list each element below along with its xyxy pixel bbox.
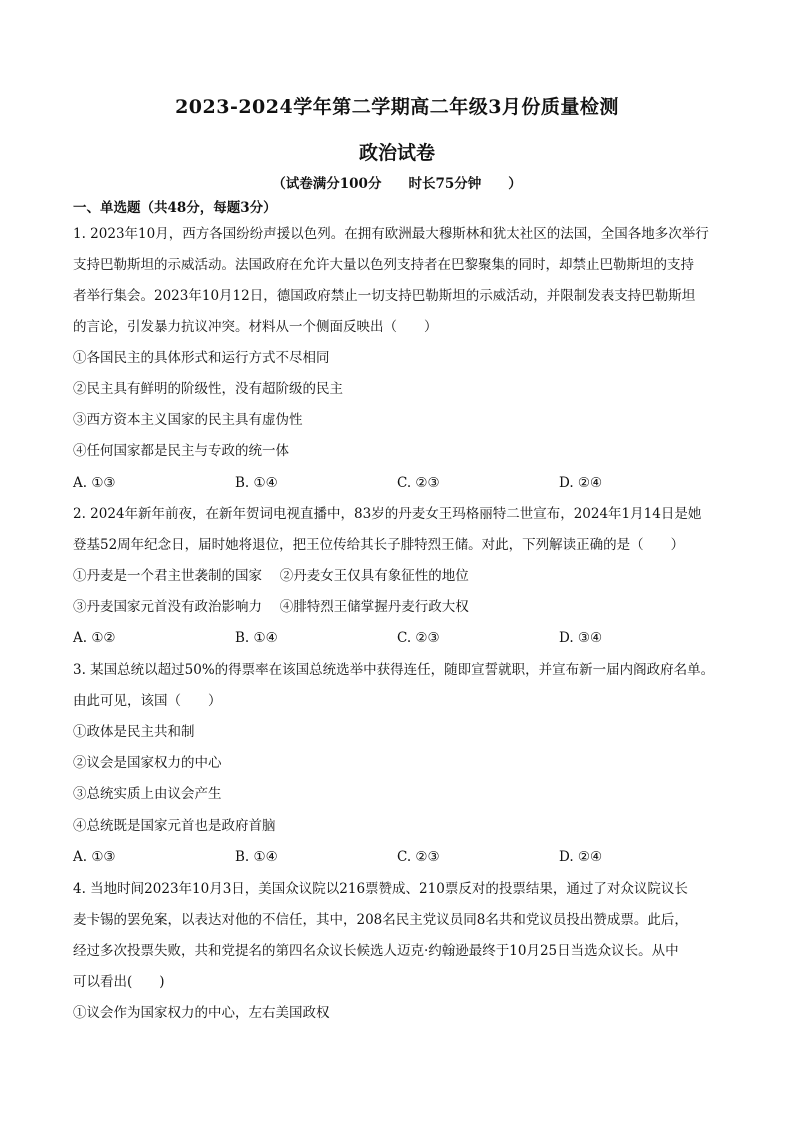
q1-option-d[interactable]: D. ②④ (559, 475, 603, 491)
q4-stem-line: 4. 当地时间2023年10月3日，美国众议院以216票赞成、210票反对的投票结果，通过了对众议院议长 (73, 881, 688, 897)
q1-statement: ②民主具有鲜明的阶级性，没有超阶级的民主 (73, 381, 343, 397)
q1-option-c[interactable]: C. ②③ (397, 475, 440, 491)
q2-stem-line: 2. 2024年新年前夜，在新年贺词电视直播中，83岁的丹麦女王玛格丽特二世宣布，2024年1月14日是她 (73, 506, 702, 522)
q2-option-a[interactable]: A. ①② (73, 630, 116, 646)
q4-stem-line: 麦卡锡的罢免案，以表达对他的不信任，其中，208名民主党议员同8名共和党议员投出赞成票。此后， (73, 912, 688, 928)
q3-stem-line: 3. 某国总统以超过50%的得票率在该国总统选举中获得连任，随即宣誓就职，并宣布新一届内阁政府名单。 (73, 662, 715, 678)
q4-stem-line: 可以看出( ) (73, 974, 165, 990)
exam-subject: 政治试卷 (358, 142, 435, 164)
section-heading: 一、单选题（共48分，每题3分） (73, 200, 277, 216)
q3-option-a[interactable]: A. ①③ (73, 849, 116, 865)
q1-stem-line: 1. 2023年10月，西方各国纷纷声援以色列。在拥有欧洲最大穆斯林和犹太社区的法国，全国各地多次举行 (73, 226, 709, 242)
q3-statement: ③总统实质上由议会产生 (73, 786, 222, 802)
q2-stem-line: 登基52周年纪念日，届时她将退位，把王位传给其长子腓特烈王储。对此，下列解读正确的是（ ） (73, 537, 685, 553)
q2-option-b[interactable]: B. ①④ (235, 630, 278, 646)
q1-option-b[interactable]: B. ①④ (235, 475, 278, 491)
q4-stem-line: 经过多次投票失败，共和党提名的第四名众议长候选人迈克·约翰逊最终于10月25日当选众议长。从中 (73, 943, 679, 959)
q3-statement: ④总统既是国家元首也是政府首脑 (73, 818, 276, 834)
q1-stem-line: 的言论，引发暴力抗议冲突。材料从一个侧面反映出（ ） (73, 319, 438, 335)
q1-statement: ④任何国家都是民主与专政的统一体 (73, 443, 289, 459)
q1-statement: ③西方资本主义国家的民主具有虚伪性 (73, 412, 303, 428)
q1-statement: ①各国民主的具体形式和运行方式不尽相同 (73, 350, 330, 366)
q3-statement: ②议会是国家权力的中心 (73, 755, 222, 771)
q4-statement: ①议会作为国家权力的中心，左右美国政权 (73, 1005, 330, 1021)
q2-statement: ①丹麦是一个君主世袭制的国家 ②丹麦女王仅具有象征性的地位 (73, 568, 469, 584)
exam-meta: （试卷满分100分 时长75分钟 ） (272, 176, 522, 192)
exam-title: 2023-2024学年第二学期高二年级3月份质量检测 (175, 96, 619, 118)
q2-statement: ③丹麦国家元首没有政治影响力 ④腓特烈王储掌握丹麦行政大权 (73, 599, 469, 615)
q2-option-c[interactable]: C. ②③ (397, 630, 440, 646)
q3-statement: ①政体是民主共和制 (73, 724, 195, 740)
q3-stem-line: 由此可见，该国（ ） (73, 693, 222, 709)
q1-option-a[interactable]: A. ①③ (73, 475, 116, 491)
q2-option-d[interactable]: D. ③④ (559, 630, 603, 646)
q1-stem-line: 者举行集会。2023年10月12日，德国政府禁止一切支持巴勒斯坦的示威活动，并限制发表支持巴勒斯坦 (73, 288, 696, 304)
q3-option-b[interactable]: B. ①④ (235, 849, 278, 865)
q3-option-d[interactable]: D. ②④ (559, 849, 603, 865)
q3-option-c[interactable]: C. ②③ (397, 849, 440, 865)
q1-stem-line: 支持巴勒斯坦的示威活动。法国政府在允许大量以色列支持者在巴黎聚集的同时，却禁止巴勒斯坦的支持 (73, 257, 694, 273)
